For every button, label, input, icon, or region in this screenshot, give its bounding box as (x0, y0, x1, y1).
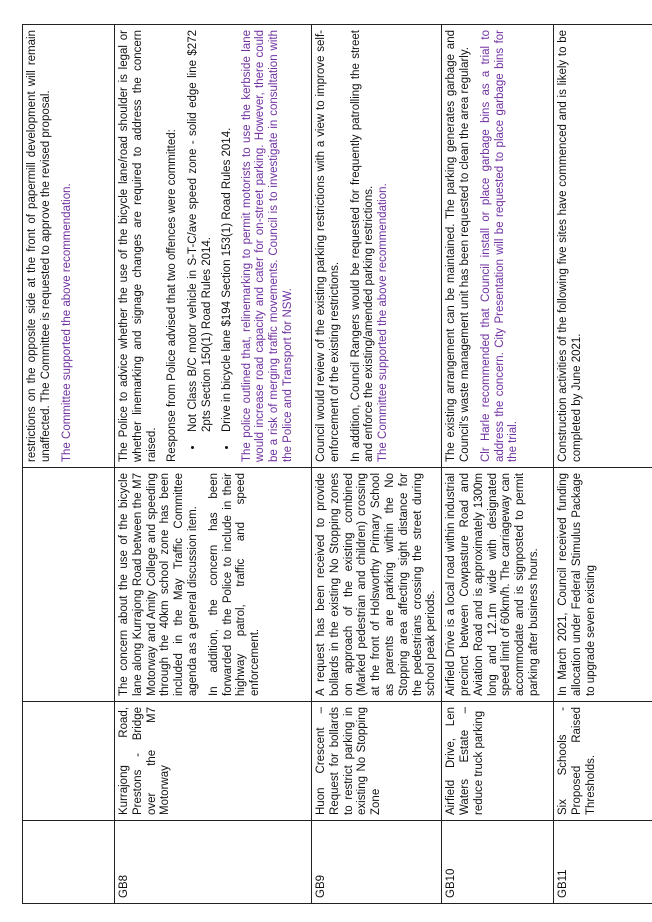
resolution-paragraph: Construction activities of the following five sites have commenced and is likely to be completed by June 2021. (557, 30, 583, 462)
item-title-cell: Airfield Drive, Len Waters Estate – reduce truck parking (442, 702, 554, 821)
resolution-paragraph: restrictions on the opposite side at the front of papermill development will remain unaffected. The Committee is requested to approve the revised proposal. (26, 30, 52, 462)
discussion-paragraph: The concern about the use of the bicycle lane along Kurrajong Road between the M7 Motorway and Amity College and speeding through the 40km school zone has been included in the May Traffic Committee agenda as a general discussion item. (118, 473, 199, 696)
discussion-paragraph: A request has been received to provide bollards in the existing No Stopping zones on approach of the existing combined (Marked pedestrian and children) crossing at the front of Holsworthy Primary School as parents are parking within the No Stopping area affecting sight distance for the pedestrians crossing the street during school peak periods. (315, 473, 438, 696)
rotated-page-content (22, 24, 634, 904)
committee-decision-text: The Committee supported the above recommendation. (377, 183, 390, 462)
discussion-paragraph: In addition, the concern has been forwarded to the Police to include in their highway patrol, traffic and speed enforcement. (207, 473, 262, 696)
discussion-paragraph: In March 2021, Council received funding allocation under Federal Stimulus Package to upgrade seven existing (557, 473, 597, 696)
table-row-gb9 (312, 25, 442, 904)
resolution-cell (312, 25, 442, 468)
discussion-cell (554, 468, 652, 702)
discussion-cell (23, 468, 115, 702)
offence-list (187, 30, 234, 462)
item-title-cell (23, 702, 115, 821)
item-id-cell: GB8 (115, 821, 312, 904)
resolution-paragraph: Response from Police advised that two offences were committed: (166, 129, 179, 462)
item-id-cell (23, 821, 115, 904)
offence-list-item: • Drive in bicycle lane $194 Section 153(1) Road Rules 2014. (221, 30, 235, 436)
item-id-cell: GB10 (442, 821, 554, 904)
table-row-continuation (23, 25, 115, 904)
resolution-paragraph: The existing arrangement can be maintained. The parking generates garbage and Council's waste management unit has been requested to clean the area regularly. (445, 30, 471, 462)
item-id-cell: GB9 (312, 821, 442, 904)
discussion-paragraph: Airfield Drive is a local road within industrial precinct between Cowpasture Road and Aviation Road and is approximately 1300m long and 12.1m wide with designated speed limit of 60km/h. The carriageway can accommodate and is signposted to permit parking after business hours. (445, 473, 540, 696)
resolution-paragraph: The Police to advice whether the use of the bicycle lane/road shoulder is legal or whether linemarking and signage changes are required to address the concern raised. (118, 30, 158, 462)
offence-list-item: • Not Class B/C motor vehicle in S-T-C/ave speed zone - solid edge line $272 2pts Section 150(1) Road Rules 2014. (187, 30, 215, 436)
item-id-cell: GB11 (554, 821, 652, 904)
committee-decision-text: The police outlined that, relinemarking to permit motorists to use the kerbside lane would increase road capacity and cater for on-street parking. However, there could be a risk of merging traffic movements. Council is to investigate in consultation with the Police and Transport for NSW. (240, 30, 294, 462)
item-title-cell: Six Schools - Proposed Raised Thresholds. (554, 702, 652, 821)
committee-decision-text: Clr Harle recommended that Council install or place garbage bins as a trial to address the concern. City Presentation will be requested to place garbage bins for the trial. (479, 30, 520, 462)
resolution-cell (442, 25, 554, 468)
table-row-gb8 (115, 25, 312, 904)
agenda-table (22, 24, 652, 904)
table-row-gb10 (442, 25, 554, 904)
resolution-cell (115, 25, 312, 468)
discussion-cell (442, 468, 554, 702)
discussion-cell (312, 468, 442, 702)
resolution-cell (554, 25, 652, 468)
item-title-cell: Kurrajong Road, Prestons - Bridge over the M7 Motorway (115, 702, 312, 821)
item-title-cell: Huon Crescent – Request for bollards to restrict parking in existing No Stopping Zone (312, 702, 442, 821)
table-row-gb11 (554, 25, 652, 904)
resolution-paragraph: Council would review of the existing parking restrictions with a view to improve self- enforcement of the existing restrictions. (315, 30, 341, 462)
resolution-cell (23, 25, 115, 468)
resolution-paragraph: In addition, Council Rangers would be requested for frequently patrolling the street and enforce the existing/amended parking restrictions. (349, 30, 376, 462)
discussion-cell (115, 468, 312, 702)
committee-decision-text: The Committee supported the above recommendation. (60, 183, 73, 462)
